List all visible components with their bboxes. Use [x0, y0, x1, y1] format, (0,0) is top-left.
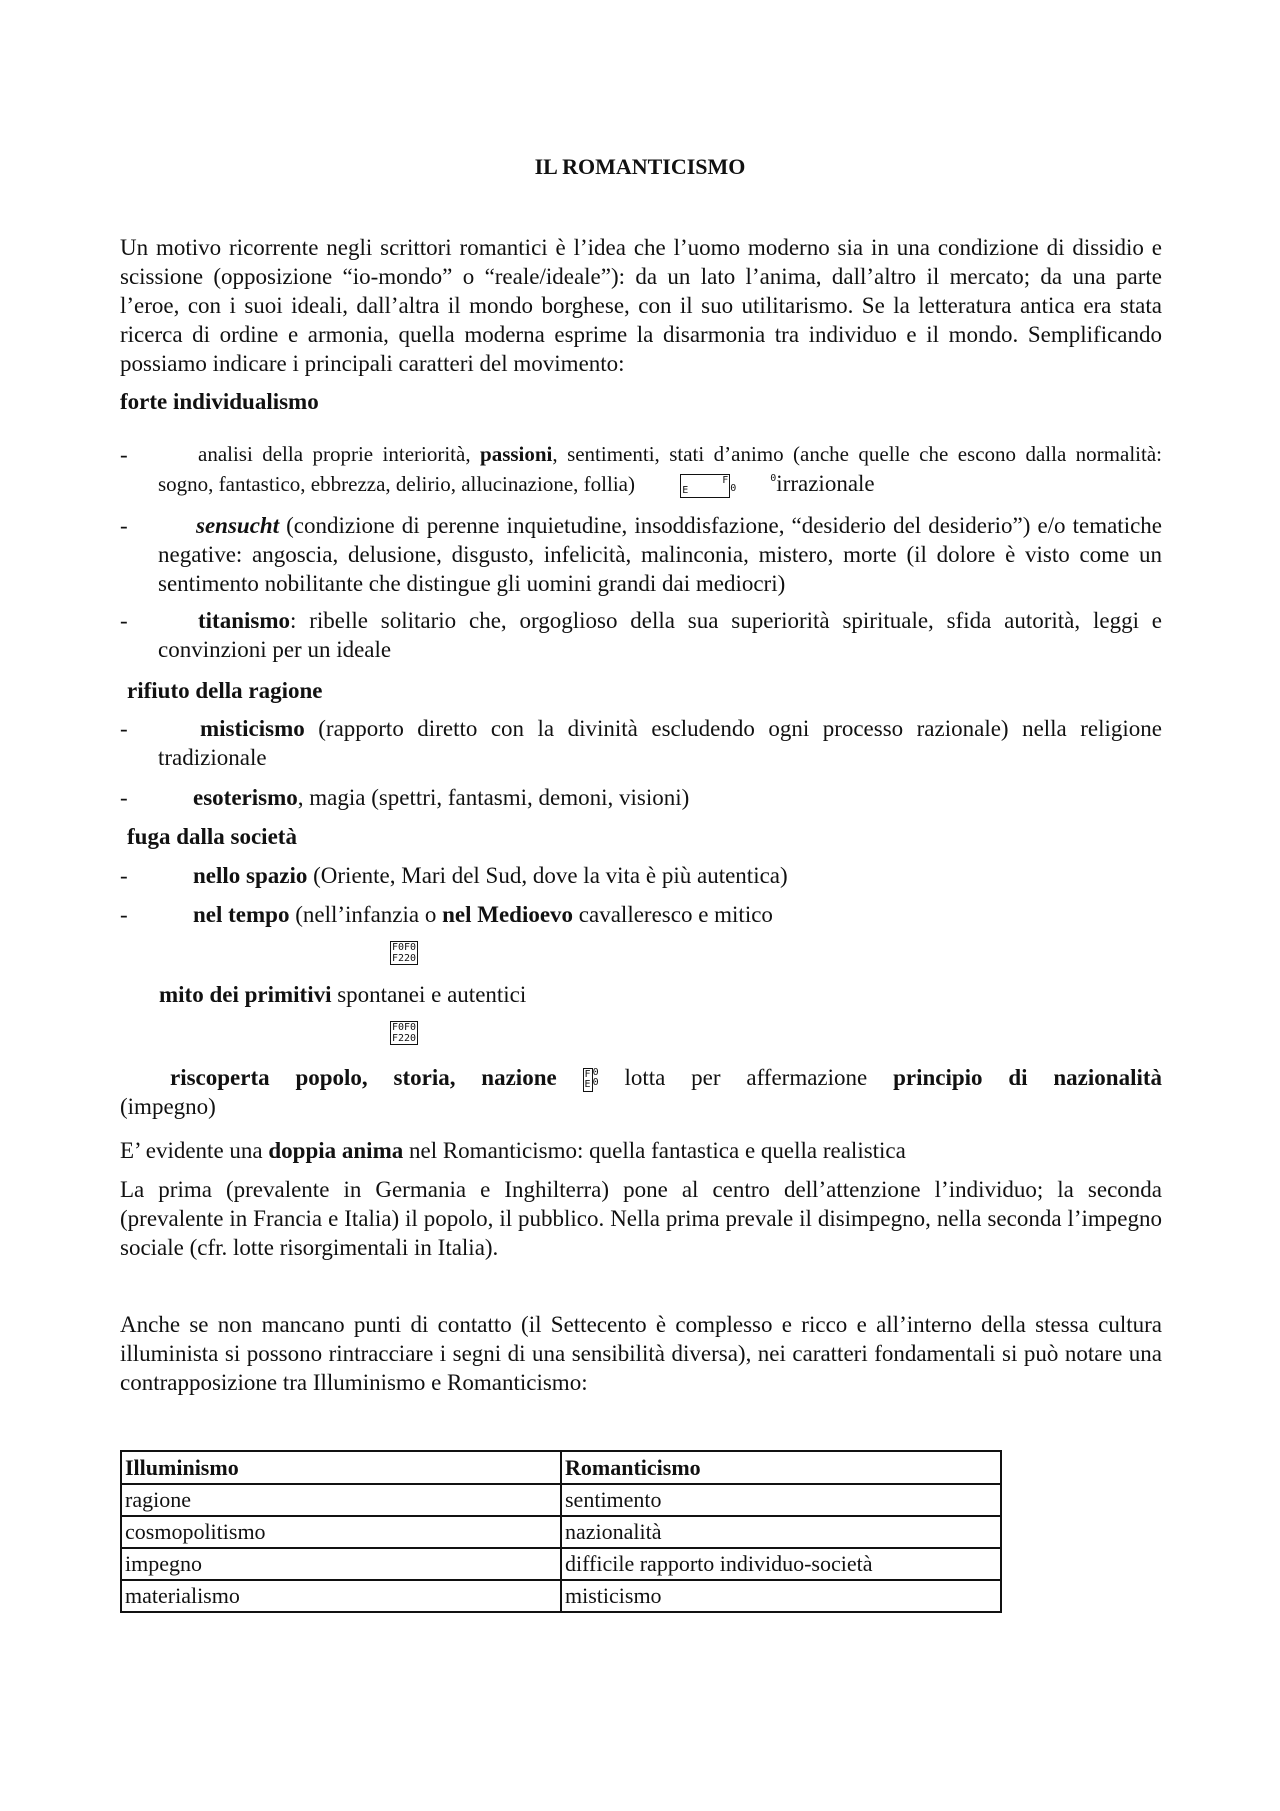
item-text: lotta per affermazione — [598, 1065, 894, 1090]
list-dash: - — [120, 716, 128, 741]
table-row — [121, 1484, 1001, 1516]
item-bold-italic: sensucht — [196, 513, 280, 538]
double-arrow-symbol-icon: F0F0 F220 — [392, 942, 417, 964]
item-text: irrazionale — [776, 471, 875, 496]
table-cell: ragione — [121, 1484, 561, 1516]
table-cell: misticismo — [561, 1580, 1001, 1612]
prima-paragraph: La prima (prevalente in Germania e Inghilterra) pone al centro dell’attenzione l’individuo; la seconda (prevalente in Francia e Italia) il popolo, il pubblico. Nella prima prevale il disimpegno, nella seconda l’impegno sociale (cfr. lotte risorgimentali in Italia). — [120, 1177, 1162, 1260]
list-item — [120, 714, 1162, 772]
item-bold: misticismo — [200, 716, 305, 741]
item-text: (impegno) — [120, 1094, 216, 1119]
list-dash: - — [120, 608, 128, 633]
item-bold: mito dei primitivi — [159, 982, 332, 1007]
item-bold: passioni — [480, 442, 553, 466]
item-bold: titanismo — [198, 608, 290, 633]
column-header: Illuminismo — [121, 1451, 561, 1484]
item-bold: nel tempo — [193, 902, 290, 927]
table-cell: nazionalità — [561, 1516, 1001, 1548]
item-text: , sentimenti, stati d’animo (anche quelle che escono dalla normalità: sogno, fantastico, ebbrezza, delirio, allucinazione, follia) — [158, 442, 1162, 496]
list-dash: - — [120, 863, 128, 888]
list-dash: - — [120, 785, 128, 810]
table-cell: sentimento — [561, 1484, 1001, 1516]
comparison-table — [120, 1450, 1002, 1613]
doppia-anima-line — [120, 1136, 1162, 1165]
double-arrow-symbol-icon: F0F0 F220 — [392, 1022, 417, 1044]
table-row — [121, 1548, 1001, 1580]
list-item — [120, 900, 1162, 929]
list-dash: - — [120, 513, 128, 538]
column-header: Romanticismo — [561, 1451, 1001, 1484]
page-title: IL ROMANTICISMO — [534, 154, 746, 179]
section-heading-fuga: fuga dalla società — [127, 824, 297, 849]
item-bold: principio di nazionalità — [893, 1065, 1163, 1090]
item-bold: esoterismo — [193, 785, 298, 810]
item-bold: riscoperta popolo, storia, nazione — [170, 1065, 557, 1090]
primitivi-line — [159, 980, 1201, 1009]
list-item — [120, 861, 1162, 890]
section-heading-ragione: rifiuto della ragione — [127, 678, 323, 703]
item-bold: nel Medioevo — [442, 902, 574, 927]
item-text: spontanei e autentici — [331, 982, 527, 1007]
table-row — [121, 1580, 1001, 1612]
item-text: (nell’infanzia o — [289, 902, 443, 927]
table-cell: materialismo — [121, 1580, 561, 1612]
list-item — [120, 440, 1162, 499]
item-text: nel Romanticismo: quella fantastica e quella realistica — [403, 1138, 906, 1163]
item-text: (Oriente, Mari del Sud, dove la vita è più autentica) — [307, 863, 788, 888]
item-text: E’ evidente una — [120, 1138, 269, 1163]
item-text: : ribelle solitario che, orgoglioso della sua superiorità spirituale, sfida autorità, leggi e convinzioni per un ideale — [158, 608, 1162, 662]
section-heading-individualismo: forte individualismo — [120, 389, 319, 414]
arrow-symbol-icon: F E0 0 — [584, 1066, 599, 1090]
item-text: , magia (spettri, fantasmi, demoni, visioni) — [297, 785, 690, 810]
contatto-paragraph: Anche se non mancano punti di contatto (il Settecento è complesso e ricco e all’interno della stessa cultura illuminista si possono rintracciare i segni di una sensibilità diversa), nei caratteri fondamentali si può notare una contrapposizione tra Illuminismo e Romanticismo: — [120, 1312, 1162, 1395]
list-item — [120, 783, 1162, 812]
table-header-row — [121, 1451, 1001, 1484]
intro-paragraph: Un motivo ricorrente negli scrittori romantici è l’idea che l’uomo moderno sia in una condizione di dissidio e scissione (opposizione “io-mondo” o “reale/ideale”): da un lato l’anima, dall’altro il mercato; da una parte l’eroe, con i suoi ideali, dall’altra il mondo borghese, con il suo utilitarismo. Se la letteratura antica era stata ricerca di ordine e armonia, quella moderna esprime la disarmonia tra individuo e il mondo. Semplificando possiamo indicare i principali caratteri del movimento: — [120, 235, 1162, 376]
item-text: (rapporto diretto con la divinità escludendo ogni processo razionale) nella religione tradizionale — [158, 716, 1162, 770]
table-cell: impegno — [121, 1548, 561, 1580]
list-dash: - — [120, 902, 128, 927]
list-dash: - — [120, 442, 128, 467]
table-row — [121, 1516, 1001, 1548]
list-item — [120, 511, 1162, 598]
table-cell: difficile rapporto individuo-società — [561, 1548, 1001, 1580]
item-bold: nello spazio — [193, 863, 308, 888]
item-text: (condizione di perenne inquietudine, insoddisfazione, “desiderio del desiderio”) e/o tematiche negative: angoscia, delusione, disgusto, infelicità, malinconia, mistero, morte (il dolore è visto come un sentimento nobilitante che distingue gli uomini grandi dai mediocri) — [158, 513, 1162, 596]
popolo-paragraph — [120, 1063, 1162, 1121]
list-item — [120, 606, 1162, 664]
item-text: analisi della proprie interiorità, — [198, 442, 481, 466]
item-text: cavalleresco e mitico — [573, 902, 773, 927]
table-cell: cosmopolitismo — [121, 1516, 561, 1548]
arrow-symbol-icon: F E0 0 — [682, 473, 777, 497]
item-bold: doppia anima — [268, 1138, 404, 1163]
